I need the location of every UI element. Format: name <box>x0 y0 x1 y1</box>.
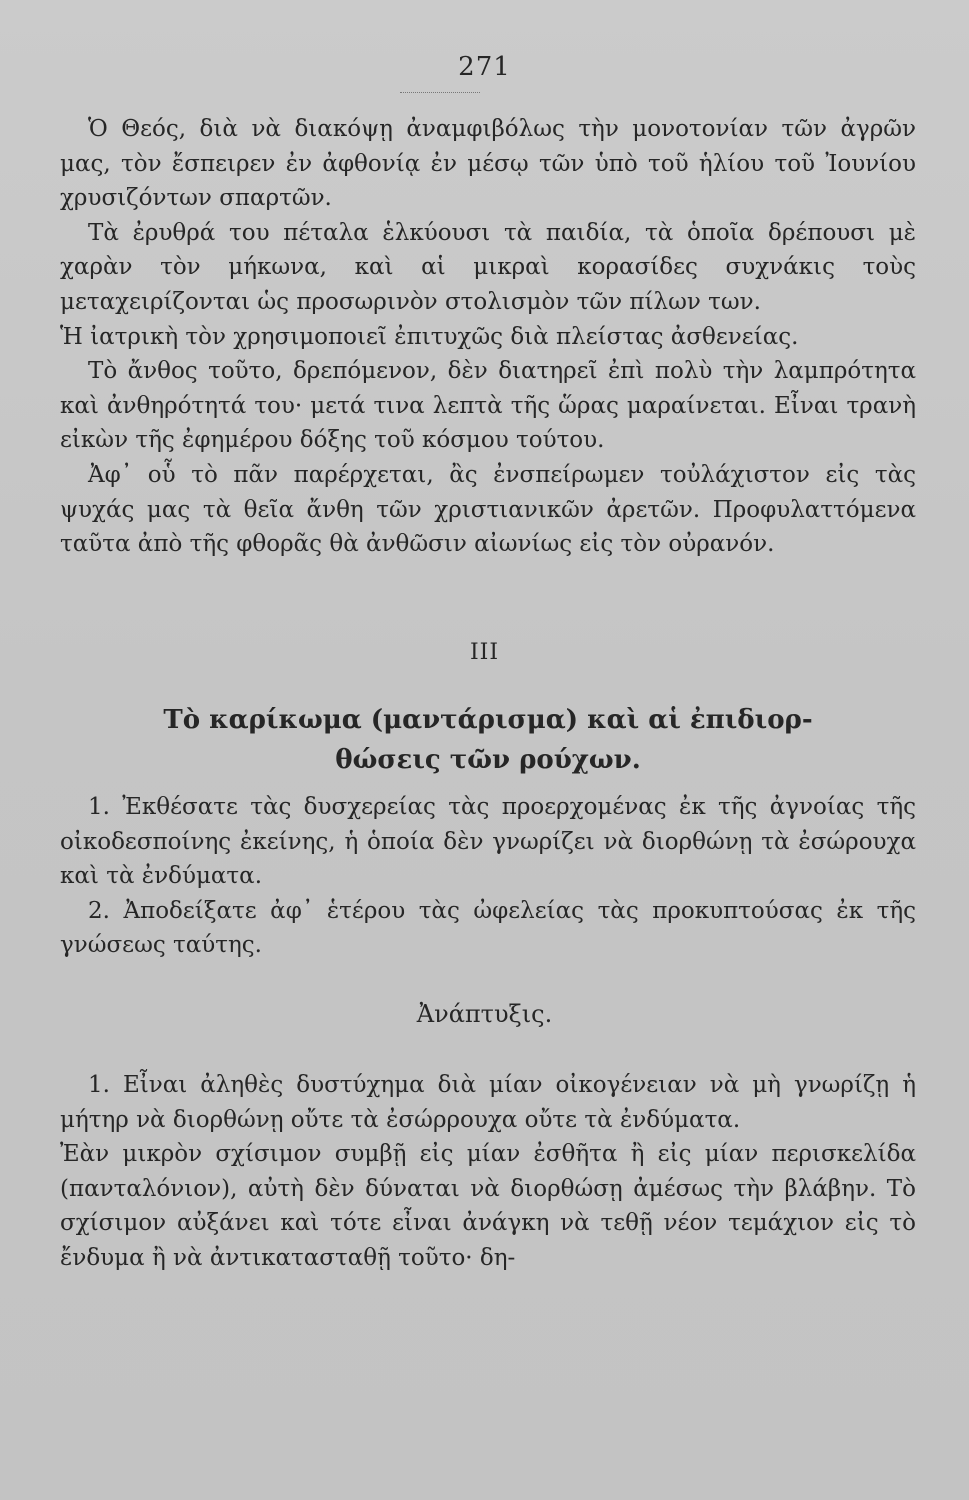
paragraph-medicine: Ἡ ἰατρικὴ τὸν χρησιμοποιεῖ ἐπιτυχῶς διὰ πλείστας ἀσθενείας. <box>60 323 799 350</box>
exercise-1: 1. Ἐκθέσατε τὰς δυσχερείας τὰς προερχομένας ἐκ τῆς ἀγνοίας τῆς οἰκοδεσποίνης ἐκείνης, ἡ ὁποία δὲν γνωρίζει νὰ διορθώνῃ τὰ ἐσώρουχα καὶ τὰ ἐνδύματα. <box>60 794 916 890</box>
exercise-2: 2. Ἀποδείξατε ἀφ᾽ ἑτέρου τὰς ὠφελείας τὰς προκυπτούσας ἐκ τῆς γνώσεως ταύτης. <box>60 897 916 959</box>
section-title-line-2: θώσεις τῶν ρούχων. <box>335 745 641 775</box>
page-number: 271 <box>458 52 511 82</box>
development-paragraph-1: 1. Εἶναι ἀληθὲς δυστύχημα διὰ μίαν οἰκογένειαν νὰ μὴ γνωρίζῃ ἡ μήτηρ νὰ διορθώνῃ οὔτε τὰ ἐσώρρουχα οὔτε τὰ ἐνδύματα. <box>60 1072 916 1133</box>
paragraph-god-sowed: Ὁ Θεός, διὰ νὰ διακόψῃ ἀναμφιβόλως τὴν μονοτονίαν τῶν ἀγρῶν μας, τὸν ἔσπειρεν ἐν ἀφθονίᾳ ἐν μέσῳ τῶν ὑπὸ τοῦ ἡλίου τοῦ Ἰουνίου χρυσιζόντων σπαρτῶν. <box>60 116 916 212</box>
page-number-rule <box>400 92 480 93</box>
development-paragraph-2: Ἐὰν μικρὸν σχίσιμον συμβῇ εἰς μίαν ἐσθῆτα ἢ εἰς μίαν περισκελίδα (πανταλόνιον), αὐτὴ δὲν δύναται νὰ διορθώσῃ ἀμέσως τὴν βλάβην. Τὸ σχίσιμον αὐξάνει καὶ τότε εἶναι ἀνάγκη νὰ τεθῇ νέον τεμάχιον εἰς τὸ ἔνδυμα ἢ νὰ ἀντικατασταθῇ τοῦτο· δη- <box>60 1141 916 1271</box>
paragraph-flower-fades: Τὸ ἄνθος τοῦτο, δρεπόμενον, δὲν διατηρεῖ ἐπὶ πολὺ τὴν λαμπρότητα καὶ ἀνθηρότητά του· μετά τινα λεπτὰ τῆς ὥρας μαραίνεται. Εἶναι τρανὴ εἰκὼν τῆς ἐφημέρου δόξης τοῦ κόσμου τούτου. <box>60 358 916 454</box>
section-number: III <box>469 640 500 665</box>
paragraph-christian-virtues: Ἀφ᾽ οὗ τὸ πᾶν παρέρχεται, ἂς ἐνσπείρωμεν τοὐλάχιστον εἰς τὰς ψυχάς μας τὰ θεῖα ἄνθη τῶν χριστιανικῶν ἀρετῶν. Προφυλαττόμενα ταῦτα ἀπὸ τῆς φθορᾶς θὰ ἀνθῶσιν αἰωνίως εἰς τὸν οὐρανόν. <box>60 461 916 558</box>
paragraph-red-petals: Τὰ ἐρυθρά του πέταλα ἑλκύουσι τὰ παιδία, τὰ ὁποῖα δρέπουσι μὲ χαρὰν τὸν μήκωνα, καὶ αἱ μικραὶ κορασίδες συχνάκις τοὺς μεταχειρίζονται ὡς προσωρινὸν στολισμὸν τῶν πίλων των. <box>60 219 916 315</box>
development-text <box>60 1068 916 1276</box>
section-title-line-1: Τὸ καρίκωμα (μαντάρισμα) καὶ αἱ ἐπιδιορ- <box>163 705 813 735</box>
development-heading: Ἀνάπτυξις. <box>416 1000 553 1028</box>
section-title <box>60 700 916 780</box>
exercises <box>60 790 916 963</box>
intro-text <box>60 112 916 562</box>
